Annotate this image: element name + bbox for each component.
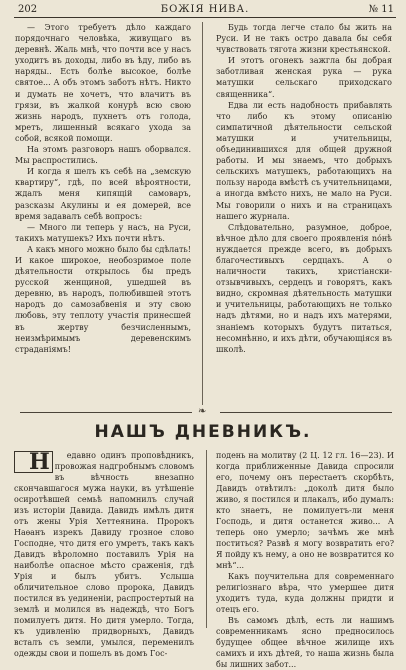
paragraph: На этомъ разговоръ нашъ оборвался. Мы распростились. <box>15 145 191 166</box>
paragraph-text: едавно одинъ проповѣдникъ, провожая надгробнымъ словомъ въ вѣчность внезапно скончавшагося мужа науки, въ утѣшеніе осиротѣвшей семьѣ напомнилъ случай изъ исторіи Давида. Давидъ имѣлъ дитя отъ жены Урія Хеттеянина. Пророкъ Наѳанъ изрекъ Давиду грозное слово Господне, что дитя его умретъ, такъ какъ Давидъ вѣроломно поставилъ Урія на наиболѣе опасное мѣсто сраженія, гдѣ Урія и былъ убитъ. Услыша обличительное слово пророка, Давидъ постился въ уединеніи, распростертый на землѣ и молился въ надеждѣ, что Богъ помилуетъ дитя. Но дитя умерло. Тогда, къ удивленію придворныхъ, Давидъ всталъ съ земли, умылся, переменилъ одежды свои и пошелъ въ домъ Гос- <box>14 451 194 658</box>
section-title: НАШЪ ДНЕВНИКЪ. <box>94 422 312 442</box>
journal-title: БОЖІЯ НИВА. <box>160 4 250 15</box>
divider-line <box>20 412 192 413</box>
paragraph: — Этого требуетъ дѣло каждаго порядочнаго человѣка, живущаго въ деревнѣ. Жаль мнѣ, что почти все у насъ уходитъ въ доходы, либо въ ѣду, либо въ наряды.. Есть болѣе высокое, болѣе святое... А объ этомъ заботъ нѣтъ. Никто и думать не хочетъ, что влачитъ въ грязи, въ жалкой конурѣ всю свою жизнь народъ, пухнетъ отъ голода, мретъ, лишенный всякаго ухода за собой, всякой помощи. <box>15 23 191 143</box>
running-header <box>14 3 396 18</box>
lower-left-column <box>14 449 194 658</box>
paragraph: А какъ много можно было бы сдѣлать! И какое широкое, необозримое поле дѣятельности открылось бы предъ русской женщиной, ушедшей въ деревню, въ народъ, полюбившей этотъ народъ до самозабвенія и эту свою любовь, эту теплоту участія принесшей въ жертву безчисленнымъ, неизмѣримымъ деревенскимъ страданіямъ! <box>15 244 191 354</box>
drop-cap: Н <box>14 451 53 473</box>
paragraph: И этотъ огонекъ зажгла бы добрая заботливая женская рука — рука матушки сельскаго приходскаго священника“. <box>216 56 392 99</box>
paragraph: — Много ли теперь у насъ, на Руси, такихъ матушекъ? Ихъ почти нѣтъ. <box>15 222 191 243</box>
section-divider <box>20 408 392 416</box>
issue-number: № 11 <box>368 4 394 15</box>
divider-line <box>220 412 392 413</box>
column-divider <box>206 450 207 628</box>
paragraph: Будь тогда легче стало бы жить на Руси. И не такъ остро давала бы себя чувствовать тягота жизни крестьянской. <box>216 23 392 55</box>
column-divider <box>202 22 203 405</box>
paragraph: И когда я шелъ къ себѣ на „земскую квартиру“, гдѣ, по всей вѣроятности, ждалъ меня кипящій самоваръ, разсказы Акулины и ея домерей, все время задавалъ себѣ вопросъ: <box>15 167 191 221</box>
paragraph: Какъ поучительна для современнаго религіознаго вѣра, что умершее дитя уходитъ туда, куда должны придти и отецъ его. <box>216 572 394 614</box>
paragraph <box>14 450 194 659</box>
upper-left-column <box>15 22 191 404</box>
page-number: 202 <box>18 4 38 15</box>
fleuron-icon: ❧ <box>198 406 207 417</box>
lower-right-column <box>216 450 394 669</box>
paragraph: Едва ли есть надобность прибавлять что либо къ этому описанію симпатичной дѣятельности сельской матушки и учительницы, объединившихся для общей дружной работы. И мы знаемъ, что добрыхъ сельскихъ матушекъ, работающихъ на пользу народа вмѣстѣ съ учительницами, а иногда вмѣсто нихъ, не мало на Руси. Мы говорили о нихъ и на страницахъ нашего журнала. <box>216 100 393 221</box>
paragraph: Слѣдовательно, разумное, доброе, вѣчное дѣло для своего проявленія nóнѣ нуждается прежде всего, въ добрыхъ благочестивыхъ сердцахъ. А о наличности такихъ, христіански-отзывчивыхъ, сердецъ и говорятъ, какъ видно, скромная дѣятельность матушки и учительницы, работающихъ не только надъ дѣтями, но и надъ ихъ матерями, знаніемъ которыхъ будутъ питаться, несомнѣнно, и ихъ дѣти, обучающіяся въ школѣ. <box>216 222 392 354</box>
paragraph: Въ самомъ дѣлѣ, есть ли нашимъ современникамъ ясно предносилось будущее общее вѣчное жилище ихъ самихъ и ихъ дѣтей, то наша жизнь была бы лишних забот... <box>216 616 394 669</box>
upper-right-column <box>216 22 392 404</box>
paragraph: подень на молитву (2 Ц. 12 гл. 16—23). И когда приближенные Давида спросили его, почему онъ перестаетъ скорбѣть, Давидъ отвѣтилъ: „доколѣ дитя было живо, я постился и плакалъ, ибо думалъ: кто знаетъ, не помилуетъ-ли меня Господь, и дитя останется живо... А теперь оно умерло; зачѣмъ же мнѣ поститься? Развѣ я могу возвратить его? Я пойду къ нему, а оно не возвратится ко мнѣ“... <box>216 451 394 570</box>
